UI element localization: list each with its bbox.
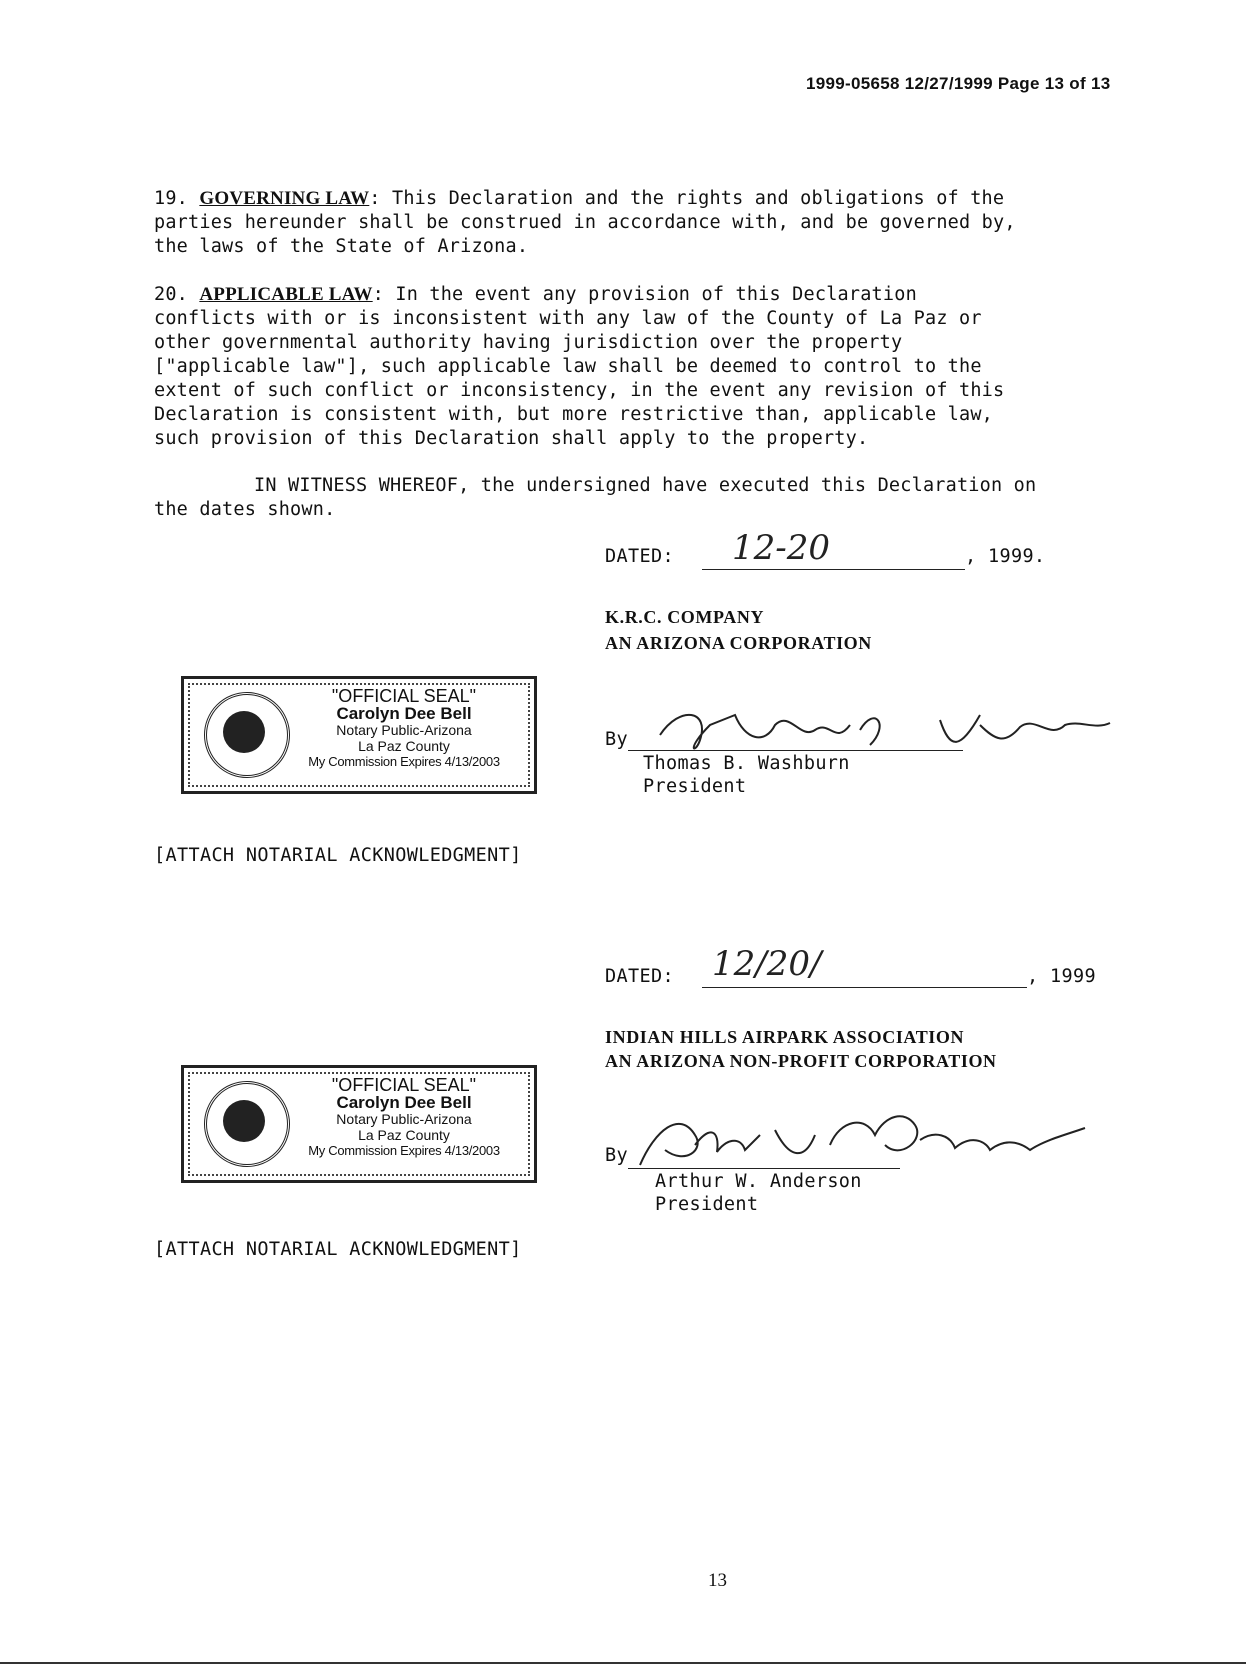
scan-edge [0, 1662, 1246, 1664]
notarial-note: [ATTACH NOTARIAL ACKNOWLEDGMENT] [154, 1239, 522, 1260]
company-name: K.R.C. COMPANY [605, 607, 765, 627]
section-heading: APPLICABLE LAW [199, 284, 373, 305]
seal-title: "OFFICIAL SEAL" [331, 1075, 477, 1095]
witness-line: the dates shown. [154, 499, 336, 520]
section-governing-law: 19. GOVERNING LAW: This Declaration and the rights and obligations of the parties hereunder shall be construed in accordance with, and be governed by, the laws of the State of Arizona. [154, 187, 1124, 259]
date-year: , 1999. [965, 546, 1046, 567]
seal-commission: My Commission Expires 4/13/2003 [308, 754, 500, 769]
signature-anderson [625, 1090, 1095, 1180]
handwritten-date: 12-20 [732, 528, 831, 568]
section-applicable-law: 20. APPLICABLE LAW: In the event any provision of this Declaration conflicts with or is inconsistent with any law of the County of La Paz or other governmental authority having jurisdiction over the property ["applicable law"], such applicable law shall be deemed to control to the extent of such conflict or inconsistency, in the event any revision of this Declaration is consistent with, but more restrictive than, applicable law, such provision of this Declaration shall apply to the property. [154, 283, 1124, 451]
section-body-line: other governmental authority having jurisdiction over the property [154, 332, 903, 353]
section-number: 20. [154, 284, 189, 305]
date-line [702, 987, 1027, 988]
section-body-line: the laws of the State of Arizona. [154, 236, 529, 257]
company-type: AN ARIZONA CORPORATION [605, 633, 872, 653]
section-body-line: extent of such conflict or inconsistency, in the event any revision of this [154, 380, 1005, 401]
section-body-line: such provision of this Declaration shall apply to the property. [154, 428, 869, 449]
section-heading: GOVERNING LAW [199, 188, 370, 209]
section-body-line: conflicts with or is inconsistent with any law of the County of La Paz or [154, 308, 982, 329]
section-body-line: Declaration is consistent with, but more restrictive than, applicable law, [154, 404, 994, 425]
signer-name: Thomas B. Washburn [643, 753, 850, 774]
notary-seal [181, 1065, 537, 1183]
handwritten-date: 12/20/ [712, 944, 822, 984]
seal-notary-name: Carolyn Dee Bell [336, 1093, 472, 1112]
section-body-line: ["applicable law"], such applicable law shall be deemed to control to the [154, 356, 982, 377]
state-seal-emblem [204, 1081, 290, 1167]
witness-line: IN WITNESS WHEREOF, the undersigned have executed this Declaration on [254, 475, 1037, 496]
seal-title: "OFFICIAL SEAL" [331, 686, 477, 706]
signer-name: Arthur W. Anderson [655, 1171, 862, 1192]
notarial-note: [ATTACH NOTARIAL ACKNOWLEDGMENT] [154, 845, 522, 866]
state-seal-emblem [204, 692, 290, 778]
signer-title: President [643, 776, 747, 797]
section-body-line: This Declaration and the rights and obligations of the [391, 188, 1005, 209]
document-reference: 1999-05658 12/27/1999 Page 13 of 13 [806, 74, 1111, 93]
dated-label: DATED: [605, 546, 674, 567]
seal-county: La Paz County [358, 1127, 450, 1143]
by-label: By [605, 729, 628, 750]
seal-commission: My Commission Expires 4/13/2003 [308, 1143, 500, 1158]
page-number: 13 [708, 1570, 727, 1591]
company-type: AN ARIZONA NON-PROFIT CORPORATION [605, 1051, 997, 1071]
section-body-line: parties hereunder shall be construed in accordance with, and be governed by, [154, 212, 1016, 233]
date-year: , 1999 [1027, 966, 1096, 987]
witness-clause [154, 474, 1124, 522]
dated-label: DATED: [605, 966, 674, 987]
section-body-line: In the event any provision of this Declaration [395, 284, 917, 305]
seal-notary-role: Notary Public-Arizona [336, 1111, 472, 1127]
date-line [702, 569, 965, 570]
section-number: 19. [154, 188, 189, 209]
seal-county: La Paz County [358, 738, 450, 754]
seal-notary-name: Carolyn Dee Bell [336, 704, 472, 723]
by-label: By [605, 1145, 628, 1166]
seal-notary-role: Notary Public-Arizona [336, 722, 472, 738]
signer-title: President [655, 1194, 759, 1215]
notary-seal [181, 676, 537, 794]
company-name: INDIAN HILLS AIRPARK ASSOCIATION [605, 1027, 965, 1047]
